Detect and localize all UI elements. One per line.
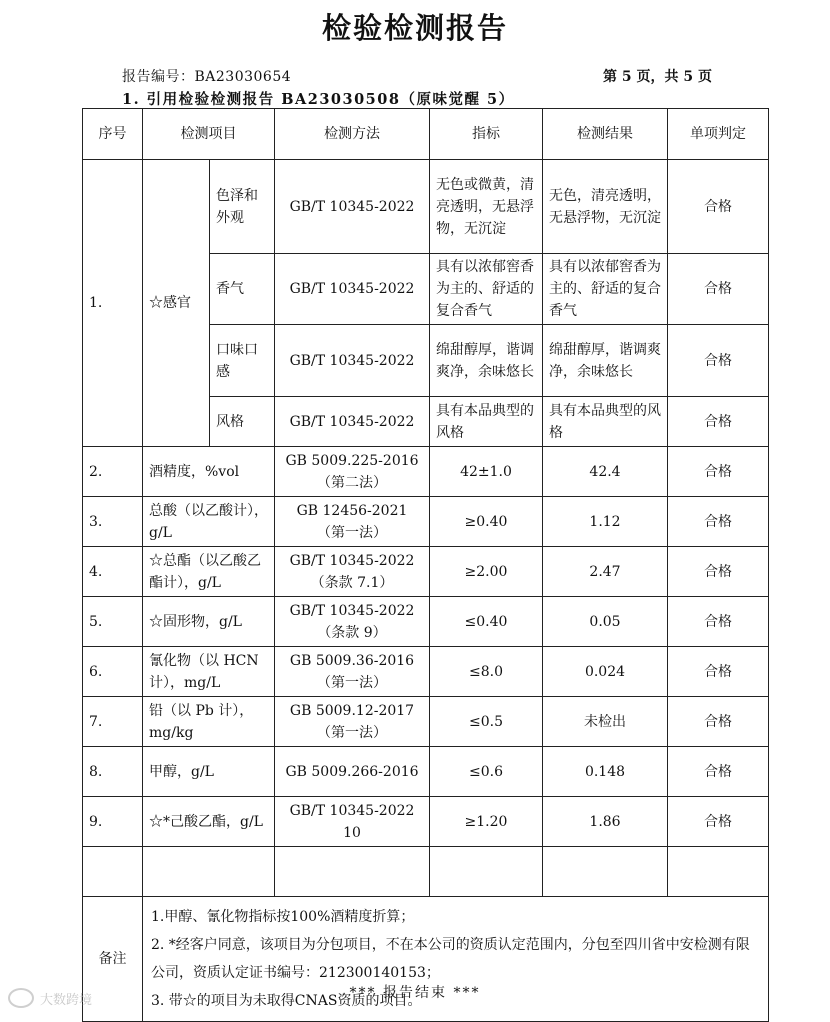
row-verdict: 合格 (668, 747, 769, 797)
watermark (8, 988, 92, 1008)
row-verdict: 合格 (668, 325, 769, 397)
row-index: 2. (83, 447, 143, 497)
row-standard: 绵甜醇厚，谐调爽净，余味悠长 (430, 325, 543, 397)
row-item: ☆固形物，g/L (143, 597, 275, 647)
table-row (83, 497, 769, 547)
header-standard: 指标 (430, 109, 543, 160)
table-row (83, 697, 769, 747)
row-standard: ≤0.40 (430, 597, 543, 647)
row-result: 0.024 (543, 647, 668, 697)
row-verdict: 合格 (668, 497, 769, 547)
row-result: 无色，清亮透明，无悬浮物，无沉淀 (543, 160, 668, 254)
row-item: ☆感官 (143, 160, 210, 447)
method-note: （第一法） (317, 674, 387, 691)
table-row (83, 597, 769, 647)
row-method: GB/T 10345-2022 10 (275, 797, 430, 847)
row-method: GB/T 10345-2022 (275, 397, 430, 447)
row-method (275, 747, 430, 797)
method-code: GB 5009.36-2016 (289, 652, 415, 669)
table-row (83, 447, 769, 497)
row-result: 42.4 (543, 447, 668, 497)
header-verdict: 单项判定 (668, 109, 769, 160)
table-row (83, 547, 769, 597)
row-result: 0.05 (543, 597, 668, 647)
table-header-row (83, 109, 769, 160)
row-item: 氰化物（以 HCN 计），mg/L (143, 647, 275, 697)
row-result: 具有本品典型的风格 (543, 397, 668, 447)
header-method: 检测方法 (275, 109, 430, 160)
row-index (83, 847, 143, 897)
row-result: 绵甜醇厚，谐调爽净，余味悠长 (543, 325, 668, 397)
row-item: 甲醇，g/L (143, 747, 275, 797)
header-item: 检测项目 (143, 109, 275, 160)
row-standard: ≤0.6 (430, 747, 543, 797)
row-result: 1.12 (543, 497, 668, 547)
method-note: （第一法） (317, 524, 387, 541)
row-method (275, 447, 430, 497)
method-code: GB/T 10345-2022 (289, 552, 415, 569)
row-item: ☆*己酸乙酯，g/L (143, 797, 275, 847)
notes-label: 备注 (83, 897, 143, 1022)
report-number: 报告编号：BA23030654 (122, 69, 292, 85)
notes-row (83, 897, 769, 1022)
row-standard: 无色或微黄，清亮透明，无悬浮物，无沉淀 (430, 160, 543, 254)
row-subitem: 色泽和外观 (210, 160, 275, 254)
notes-content (143, 897, 769, 1022)
row-method: GB/T 10345-2022 (275, 325, 430, 397)
test-results-table (82, 108, 769, 1022)
row-index: 9. (83, 797, 143, 847)
header-result: 检测结果 (543, 109, 668, 160)
row-subitem: 口味口感 (210, 325, 275, 397)
row-index: 6. (83, 647, 143, 697)
row-standard: 42±1.0 (430, 447, 543, 497)
result-value: 0.148 (584, 763, 626, 780)
method-code: GB/T 10345-2022 (289, 602, 415, 619)
row-standard: ≥2.00 (430, 547, 543, 597)
table-row (83, 747, 769, 797)
row-item: 酒精度，%vol (143, 447, 275, 497)
page-title: 检验检测报告 (321, 11, 508, 45)
row-standard: 具有本品典型的风格 (430, 397, 543, 447)
note-item: 1.甲醇、氰化物指标按100%酒精度折算； (151, 909, 415, 925)
table-row (83, 160, 769, 254)
table-row (83, 847, 769, 897)
row-verdict: 合格 (668, 547, 769, 597)
row-item: 铅（以 Pb 计），mg/kg (143, 697, 275, 747)
method-note: （第二法） (317, 474, 387, 491)
row-verdict: 合格 (668, 160, 769, 254)
table-row (83, 797, 769, 847)
method-code: GB 5009.12-2017 (289, 702, 415, 719)
row-standard: 具有以浓郁窖香为主的、舒适的复合香气 (430, 254, 543, 325)
row-result: 具有以浓郁窖香为主的、舒适的复合香气 (543, 254, 668, 325)
row-verdict: 合格 (668, 447, 769, 497)
row-method (275, 597, 430, 647)
row-index: 8. (83, 747, 143, 797)
row-standard: ≥0.40 (430, 497, 543, 547)
watermark-text: 大数跨境 (40, 992, 93, 1008)
row-item (143, 847, 275, 897)
row-verdict: 合格 (668, 697, 769, 747)
method-note: （条款 7.1） (310, 574, 394, 591)
method-code: GB 12456-2021 (296, 502, 408, 519)
row-index: 4. (83, 547, 143, 597)
row-standard: ≥1.20 (430, 797, 543, 847)
row-verdict: 合格 (668, 397, 769, 447)
row-verdict: 合格 (668, 797, 769, 847)
method-code: GB 5009.266-2016 (285, 763, 419, 780)
row-subitem: 风格 (210, 397, 275, 447)
header-index: 序号 (83, 109, 143, 160)
row-item: 总酸（以乙酸计），g/L (143, 497, 275, 547)
row-index: 7. (83, 697, 143, 747)
note-item: 3. 带☆的项目为未取得CNAS资质的项目。 (151, 993, 422, 1009)
row-index: 1. (83, 160, 143, 447)
row-method (275, 847, 430, 897)
row-method (275, 497, 430, 547)
page-number: 第 5 页，共 5 页 (603, 69, 712, 85)
row-standard: ≤8.0 (430, 647, 543, 697)
report-meta (122, 66, 712, 86)
row-method: GB/T 10345-2022 (275, 254, 430, 325)
note-item: 2. *经客户同意，该项目为分包项目，不在本公司的资质认定范围内，分包至四川省中安检测有限公司，资质认定证书编号：212300140153； (151, 937, 750, 981)
row-index: 5. (83, 597, 143, 647)
section-title: 1. 引用检验检测报告 BA23030508（原味觉醒 5） (122, 91, 515, 108)
method-code: GB 5009.225-2016 (285, 452, 419, 469)
row-result: 未检出 (543, 697, 668, 747)
row-subitem: 香气 (210, 254, 275, 325)
watermark-logo-icon (8, 988, 34, 1008)
row-item: ☆总酯（以乙酸乙酯计），g/L (143, 547, 275, 597)
row-method (275, 647, 430, 697)
row-index: 3. (83, 497, 143, 547)
row-standard (430, 847, 543, 897)
row-result: 1.86 (543, 797, 668, 847)
row-result: 2.47 (543, 547, 668, 597)
report-end-footer: *** 报告结束 *** (349, 985, 481, 1001)
row-standard: ≤0.5 (430, 697, 543, 747)
row-verdict: 合格 (668, 647, 769, 697)
row-method (275, 697, 430, 747)
row-verdict (668, 847, 769, 897)
row-method: GB/T 10345-2022 (275, 160, 430, 254)
method-note: （第一法） (317, 724, 387, 741)
row-verdict: 合格 (668, 597, 769, 647)
row-verdict: 合格 (668, 254, 769, 325)
row-result (543, 747, 668, 797)
method-note: （条款 9） (317, 624, 387, 641)
row-method (275, 547, 430, 597)
row-result (543, 847, 668, 897)
table-row (83, 647, 769, 697)
